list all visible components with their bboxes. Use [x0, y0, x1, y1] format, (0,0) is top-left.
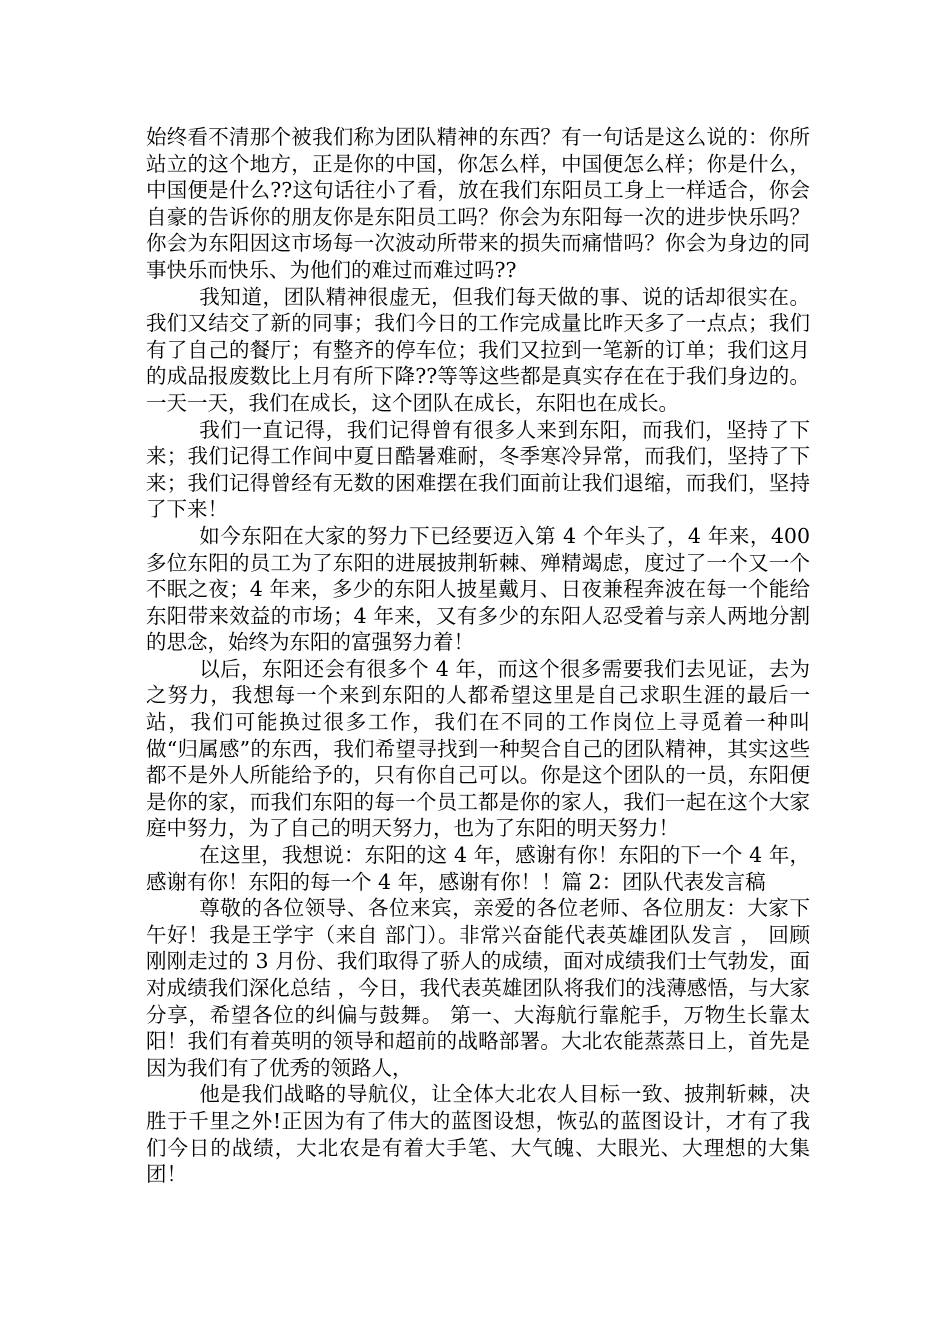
paragraph-2: 我知道，团队精神很虚无，但我们每天做的事、说的话却很实在。我们又结交了新的同事；我们今日的工作完成量比昨天多了一点点；我们有了自己的餐厅；有整齐的停车位；我们又拉到一笔新的订单；我们这月的成品报废数比上月有所下降??等等这些都是真实存在在于我们身边的。一天一天，我们在成长，这个团队在成长，东阳也在成长。 — [146, 284, 810, 415]
paragraph-8: 他是我们战略的导航仪，让全体大北农人目标一致、披荆斩棘，决胜于千里之外!正因为有了伟大的蓝图设想，恢弘的蓝图设计，才有了我们今日的战绩，大北农是有着大手笔、大气魄、大眼光、大理想的大集团！ — [146, 1082, 810, 1187]
paragraph-4: 如今东阳在大家的努力下已经要迈入第 4 个年头了，4 年来，400 多位东阳的员工为了东阳的进展披荆斩棘、殚精竭虑，度过了一个又一个不眠之夜；4 年来，多少的东阳人披星戴月、日夜兼程奔波在每一个能给东阳带来效益的市场；4 年来，又有多少的东阳人忍受着与亲人两地分割的思念，始终为东阳的富强努力着！ — [146, 523, 810, 655]
paragraph-1: 始终看不清那个被我们称为团队精神的东西？有一句话是这么说的：你所站立的这个地方，正是你的中国，你怎么样，中国便怎么样；你是什么，中国便是什么??这句话往小了看，放在我们东阳员工身上一样适合，你会自豪的告诉你的朋友你是东阳员工吗？你会为东阳每一次的进步快乐吗？你会为东阳因这市场每一次波动所带来的损失而痛惜吗？你会为身边的同事快乐而快乐、为他们的难过而难过吗?? — [146, 125, 810, 282]
paragraph-7: 尊敬的各位领导、各位来宾，亲爱的各位老师、各位朋友：大家下午好！我是王学宇（来自 部门）。非常兴奋能代表英雄团队发言 ， 回顾刚刚走过的 3 月份、我们取得了骄人的成绩，面对成绩我们士气勃发，面对成绩我们深化总结 ，今日，我代表英雄团队将我们的浅薄感悟，与大家分享，希望各位的纠偏与鼓舞。 第一、大海航行靠舵手，万物生长靠太阳！我们有着英明的领导和超前的战略部署。大北农能蒸蒸日上，首先是因为我们有了优秀的领路人， — [146, 896, 810, 1080]
paragraph-6: 在这里，我想说：东阳的这 4 年，感谢有你！东阳的下一个 4 年，感谢有你！东阳的每一个 4 年，感谢有你！！篇 2：团队代表发言稿 — [146, 843, 810, 894]
paragraph-3: 我们一直记得，我们记得曾有很多人来到东阳，而我们，坚持了下来；我们记得工作间中夏日酷暑难耐，冬季寒冷异常，而我们，坚持了下来；我们记得曾经有无数的困难摆在我们面前让我们退缩，而我们，坚持了下来！ — [146, 417, 810, 522]
document-body — [146, 124, 810, 1188]
paragraph-5: 以后，东阳还会有很多个 4 年，而这个很多需要我们去见证，去为之努力，我想每一个来到东阳的人都希望这里是自己求职生涯的最后一站，我们可能换过很多工作，我们在不同的工作岗位上寻觅着一种叫做“归属感”的东西，我们希望寻找到一种契合自己的团队精神，其实这些都不是外人所能给予的，只有你自己可以。你是这个团队的一员，东阳便是你的家，而我们东阳的每一个员工都是你的家人，我们一起在这个大家庭中努力，为了自己的明天努力，也为了东阳的明天努力！ — [146, 656, 810, 841]
